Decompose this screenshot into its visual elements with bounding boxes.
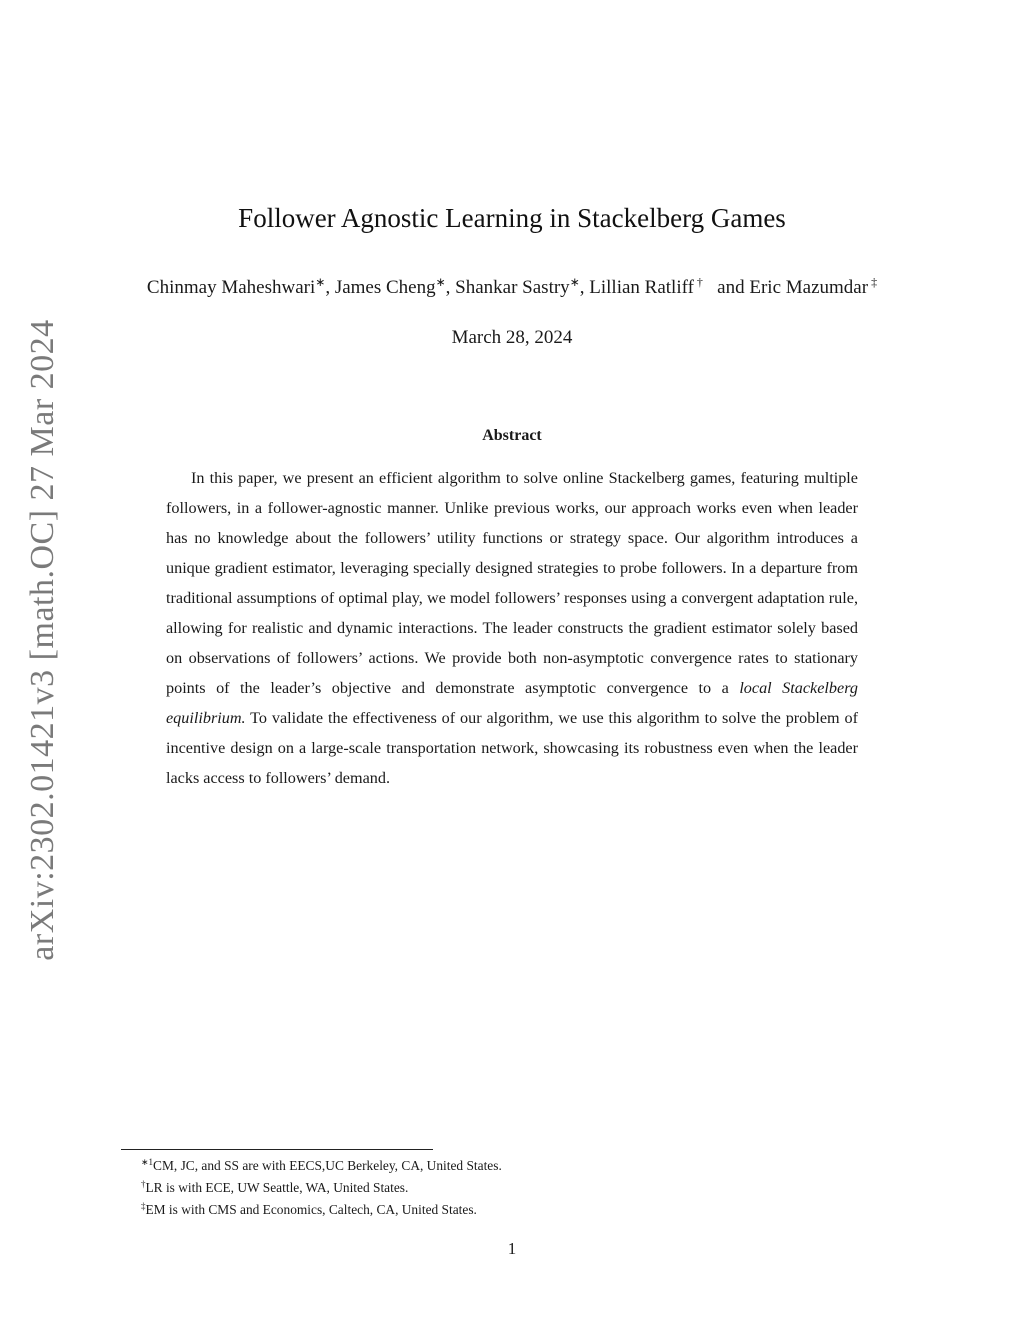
author-affiliation-mark: † xyxy=(693,275,703,289)
footnotes xyxy=(141,1153,841,1219)
abstract-heading: Abstract xyxy=(482,427,542,444)
page-number: 1 xyxy=(507,1239,517,1258)
author-name: James Cheng xyxy=(334,277,436,298)
author-list xyxy=(0,275,1024,299)
author-name: Chinmay Maheshwari xyxy=(146,277,316,298)
author-affiliation-mark: ∗ xyxy=(569,275,580,289)
author-separator: , xyxy=(445,277,456,298)
footnote-text: EM is with CMS and Economics, Caltech, CA, United States. xyxy=(145,1202,477,1217)
author-name: Eric Mazumdar xyxy=(749,277,869,298)
abstract-text-part: To validate the effectiveness of our algorithm, we use this algorithm to solve the problem of incentive design on a large-scale transportation network, showcasing its robustness even when the leader lacks access to followers’ demand. xyxy=(166,709,858,787)
footnote xyxy=(141,1175,841,1197)
footnote xyxy=(141,1153,841,1175)
author-name: Lillian Ratliff xyxy=(589,277,694,298)
author-name: Shankar Sastry xyxy=(455,277,570,298)
author-separator: , xyxy=(325,277,335,298)
paper-title: Follower Agnostic Learning in Stackelberg Games xyxy=(238,203,786,233)
author-separator: and xyxy=(702,277,750,298)
footnote-mark: † xyxy=(141,1179,146,1189)
publication-date: March 28, 2024 xyxy=(451,327,573,348)
abstract-emphasis: local Stackelberg equilibrium. xyxy=(166,679,858,727)
abstract-text xyxy=(166,463,858,793)
footnote-mark: ‡ xyxy=(141,1201,146,1211)
footnote-text: CM, JC, and SS are with EECS,UC Berkeley, CA, United States. xyxy=(153,1158,502,1173)
footnote-mark: ∗1 xyxy=(141,1157,154,1167)
footnote xyxy=(141,1197,841,1219)
footnote-rule xyxy=(121,1149,433,1150)
author-affiliation-mark: ∗ xyxy=(315,275,326,289)
abstract-text-part: In this paper, we present an efficient algorithm to solve online Stackelberg games, featuring multiple followers, in a follower-agnostic manner. Unlike previous works, our approach works even when leader has no knowledge about the followers’ utility functions or strategy space. Our algorithm introduces a unique gradient estimator, leveraging specially designed strategies to probe followers. In a departure from traditional assumptions of optimal play, we model followers’ responses using a convergent adaptation rule, allowing for realistic and dynamic interactions. The leader constructs the gradient estimator solely based on observations of followers’ actions. We provide both non-asymptotic convergence rates to stationary points of the leader’s objective and demonstrate asymptotic convergence to a xyxy=(166,469,858,697)
author-affiliation-mark: ‡ xyxy=(868,275,878,289)
footnote-text: LR is with ECE, UW Seattle, WA, United States. xyxy=(145,1180,409,1195)
author-separator: , xyxy=(579,277,590,298)
author-affiliation-mark: ∗ xyxy=(435,275,446,289)
arxiv-identifier-stamp: arXiv:2302.01421v3 [math.OC] 27 Mar 2024 xyxy=(24,319,61,961)
